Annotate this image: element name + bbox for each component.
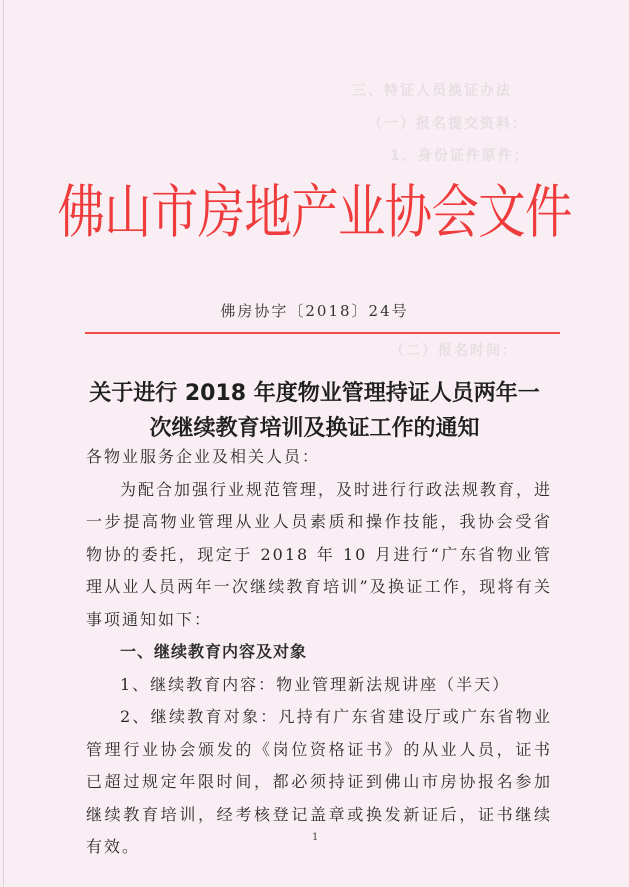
page-number: 1 <box>312 832 319 843</box>
organization-header-title: 佛山市房地产业协会文件 <box>57 180 572 245</box>
document-body <box>86 441 552 864</box>
section-heading-1: 一、继续教育内容及对象 <box>120 642 308 661</box>
header-divider-rule <box>85 332 560 334</box>
intro-paragraph: 为配合加强行业规范管理，及时进行行政法规教育，进一步提高物业管理从业人员素质和操作技能，我协会受省物协的委托，现定于 2018 年 10 月进行“广东省物业管理从业人员两年一次继续教育培训”及换证工作，现将有关事项通知如下： <box>86 479 553 629</box>
notice-title-line-2: 次继续教育培训及换证工作的通知 <box>149 416 480 441</box>
bleed-through-text: 三、特证人员换证办法 <box>352 83 512 99</box>
bleed-through-text: 1、身份证件原件； <box>390 148 530 164</box>
document-number: 佛房协字〔2018〕24号 <box>220 302 409 320</box>
bleed-through-text: （一）报名提交资料： <box>368 116 528 132</box>
salutation: 各物业服务企业及相关人员： <box>86 447 321 466</box>
notice-title-line-1: 关于进行 2018 年度物业管理持证人员两年一 <box>89 381 540 406</box>
notice-title <box>0 376 629 446</box>
bleed-through-text: （二）报名时间： <box>390 343 518 359</box>
list-item-2: 2、继续教育对象：凡持有广东省建设厅或广东省物业管理行业协会颁发的《岗位资格证书》的从业人员，证书已超过规定年限时间，都必须持证到佛山市房协报名参加继续教育培训，经考核登记盖章或换发新证后，证书继续有效。 <box>86 707 552 856</box>
list-item-1: 1、继续教育内容：物业管理新法规讲座（半天） <box>120 674 511 694</box>
